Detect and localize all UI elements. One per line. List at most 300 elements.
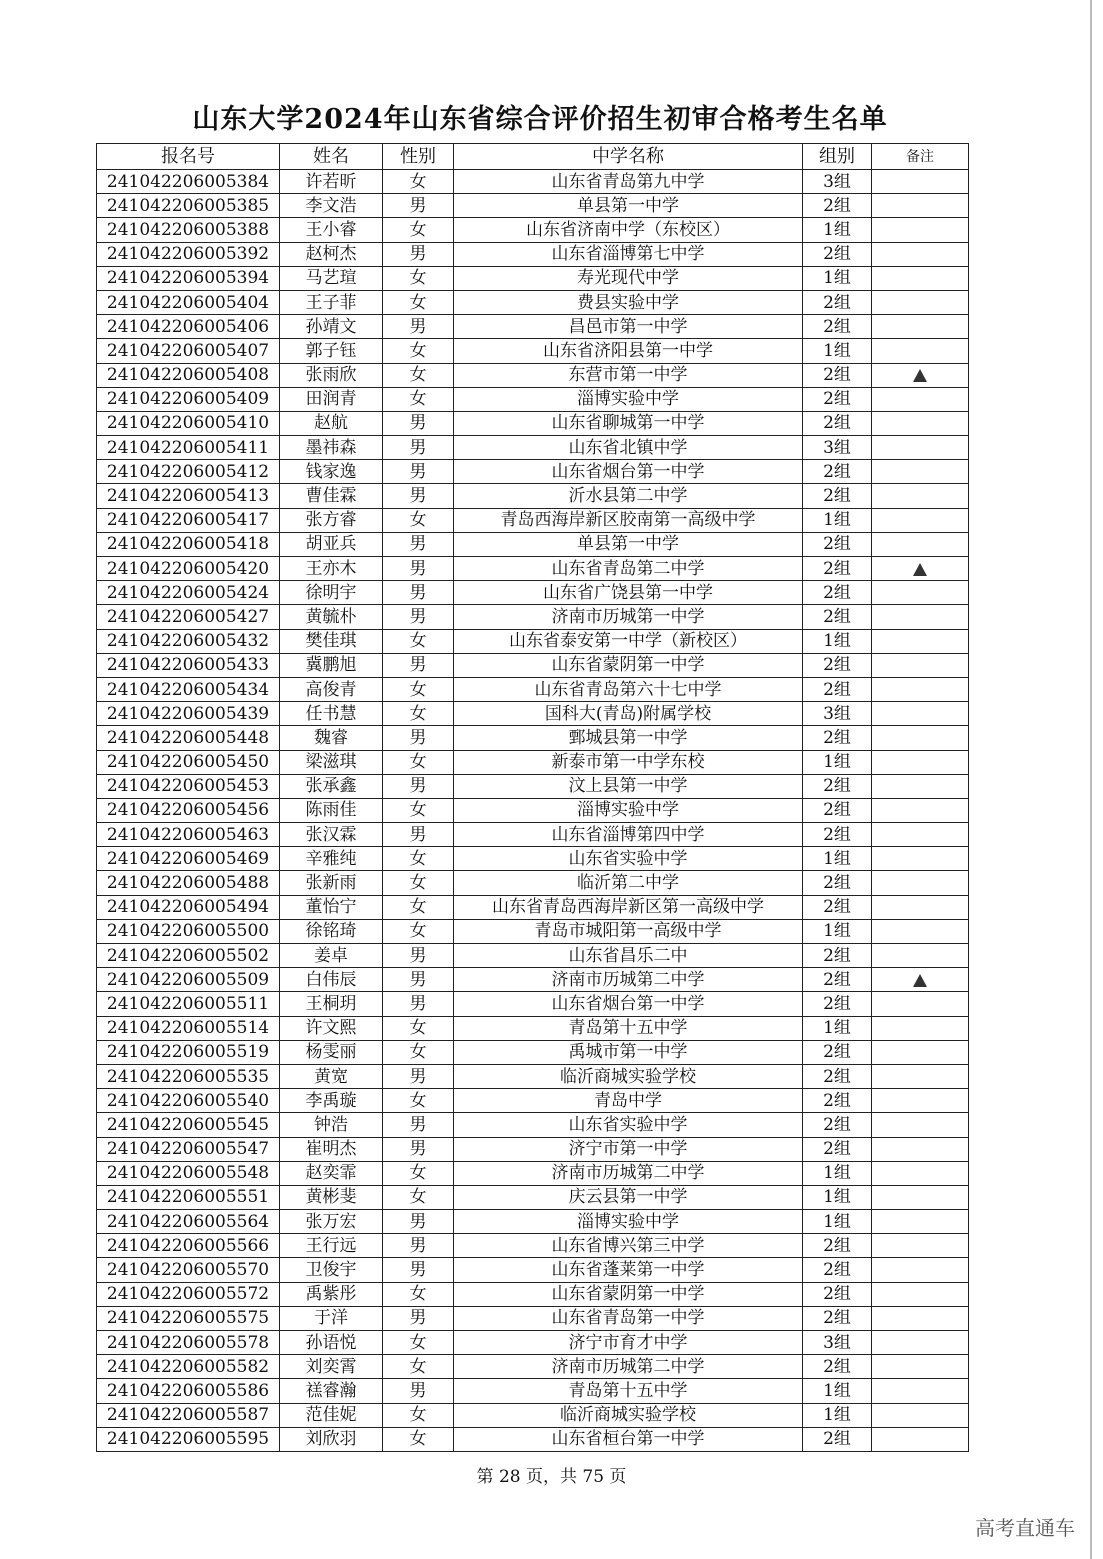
table-row xyxy=(97,653,969,677)
cell-school: 山东省广饶县第一中学 xyxy=(454,581,803,605)
cell-group: 2组 xyxy=(803,460,872,484)
candidate-table xyxy=(96,143,969,1452)
cell-note xyxy=(872,290,969,314)
table-row xyxy=(97,532,969,556)
triangle-mark-icon xyxy=(913,974,927,987)
cell-id: 241042206005413 xyxy=(97,484,280,508)
cell-name: 曹佳霖 xyxy=(280,484,383,508)
cell-school: 青岛西海岸新区胶南第一高级中学 xyxy=(454,508,803,532)
cell-note xyxy=(872,436,969,460)
table-row xyxy=(97,1234,969,1258)
cell-id: 241042206005410 xyxy=(97,411,280,435)
cell-name: 张新雨 xyxy=(280,871,383,895)
table-row xyxy=(97,605,969,629)
cell-gender: 女 xyxy=(383,919,454,943)
cell-gender: 女 xyxy=(383,218,454,242)
cell-gender: 女 xyxy=(383,508,454,532)
table-row xyxy=(97,363,969,387)
cell-id: 241042206005463 xyxy=(97,823,280,847)
triangle-mark-icon xyxy=(913,369,927,382)
cell-school: 山东省蓬莱第一中学 xyxy=(454,1258,803,1282)
cell-group: 2组 xyxy=(803,411,872,435)
cell-note xyxy=(872,726,969,750)
cell-note xyxy=(872,194,969,218)
cell-gender: 男 xyxy=(383,436,454,460)
cell-school: 临沂商城实验学校 xyxy=(454,1403,803,1427)
cell-note xyxy=(872,1016,969,1040)
cell-school: 临沂商城实验学校 xyxy=(454,1064,803,1088)
cell-group: 2组 xyxy=(803,1355,872,1379)
cell-gender: 男 xyxy=(383,484,454,508)
header-gender: 性别 xyxy=(383,144,454,170)
cell-school: 山东省青岛第一中学 xyxy=(454,1306,803,1330)
cell-name: 赵柯杰 xyxy=(280,242,383,266)
cell-name: 崔明杰 xyxy=(280,1137,383,1161)
cell-group: 3组 xyxy=(803,170,872,194)
table-row xyxy=(97,436,969,460)
cell-name: 梁滋琪 xyxy=(280,750,383,774)
cell-id: 241042206005432 xyxy=(97,629,280,653)
cell-school: 山东省烟台第一中学 xyxy=(454,992,803,1016)
table-row xyxy=(97,170,969,194)
cell-gender: 男 xyxy=(383,1379,454,1403)
cell-id: 241042206005392 xyxy=(97,242,280,266)
cell-note xyxy=(872,532,969,556)
cell-school: 汶上县第一中学 xyxy=(454,774,803,798)
cell-gender: 男 xyxy=(383,532,454,556)
cell-name: 孙语悦 xyxy=(280,1331,383,1355)
cell-name: 张方睿 xyxy=(280,508,383,532)
cell-id: 241042206005385 xyxy=(97,194,280,218)
cell-id: 241042206005411 xyxy=(97,436,280,460)
cell-id: 241042206005587 xyxy=(97,1403,280,1427)
cell-gender: 男 xyxy=(383,1258,454,1282)
cell-group: 1组 xyxy=(803,847,872,871)
cell-id: 241042206005420 xyxy=(97,557,280,581)
cell-group: 2组 xyxy=(803,895,872,919)
cell-group: 2组 xyxy=(803,726,872,750)
cell-name: 刘奕霄 xyxy=(280,1355,383,1379)
table-row xyxy=(97,290,969,314)
table-header-row xyxy=(97,144,969,170)
table-row xyxy=(97,992,969,1016)
cell-gender: 女 xyxy=(383,798,454,822)
cell-note xyxy=(872,1355,969,1379)
cell-school: 济南市历城第二中学 xyxy=(454,968,803,992)
cell-note xyxy=(872,484,969,508)
cell-school: 山东省博兴第三中学 xyxy=(454,1234,803,1258)
cell-gender: 男 xyxy=(383,411,454,435)
cell-id: 241042206005427 xyxy=(97,605,280,629)
cell-gender: 女 xyxy=(383,363,454,387)
cell-note xyxy=(872,460,969,484)
header-note: 备注 xyxy=(872,144,969,170)
cell-gender: 男 xyxy=(383,1137,454,1161)
cell-gender: 女 xyxy=(383,387,454,411)
cell-name: 张汉霖 xyxy=(280,823,383,847)
cell-name: 徐明宇 xyxy=(280,581,383,605)
cell-group: 2组 xyxy=(803,1282,872,1306)
cell-group: 2组 xyxy=(803,290,872,314)
cell-group: 2组 xyxy=(803,315,872,339)
cell-note xyxy=(872,1258,969,1282)
cell-id: 241042206005566 xyxy=(97,1234,280,1258)
cell-group: 2组 xyxy=(803,823,872,847)
table-row xyxy=(97,581,969,605)
cell-note xyxy=(872,895,969,919)
cell-school: 费县实验中学 xyxy=(454,290,803,314)
cell-id: 241042206005388 xyxy=(97,218,280,242)
cell-note xyxy=(872,1185,969,1209)
cell-note xyxy=(872,798,969,822)
cell-id: 241042206005409 xyxy=(97,387,280,411)
cell-school: 禹城市第一中学 xyxy=(454,1040,803,1064)
cell-note xyxy=(872,1282,969,1306)
cell-note xyxy=(872,218,969,242)
table-row xyxy=(97,798,969,822)
cell-group: 2组 xyxy=(803,1064,872,1088)
cell-group: 2组 xyxy=(803,532,872,556)
cell-name: 于洋 xyxy=(280,1306,383,1330)
table-row xyxy=(97,1185,969,1209)
cell-name: 赵航 xyxy=(280,411,383,435)
cell-note xyxy=(872,1113,969,1137)
triangle-mark-icon xyxy=(913,563,927,576)
cell-gender: 女 xyxy=(383,1185,454,1209)
cell-name: 黄宽 xyxy=(280,1064,383,1088)
cell-name: 李文浩 xyxy=(280,194,383,218)
table-row xyxy=(97,1113,969,1137)
table-row xyxy=(97,847,969,871)
cell-gender: 男 xyxy=(383,968,454,992)
cell-gender: 女 xyxy=(383,1089,454,1113)
cell-gender: 男 xyxy=(383,242,454,266)
cell-group: 2组 xyxy=(803,1234,872,1258)
cell-gender: 男 xyxy=(383,992,454,1016)
cell-group: 1组 xyxy=(803,1403,872,1427)
cell-gender: 女 xyxy=(383,1016,454,1040)
cell-school: 山东省蒙阴第一中学 xyxy=(454,653,803,677)
cell-note xyxy=(872,411,969,435)
cell-name: 墨祎森 xyxy=(280,436,383,460)
cell-gender: 男 xyxy=(383,557,454,581)
cell-name: 冀鹏旭 xyxy=(280,653,383,677)
cell-gender: 女 xyxy=(383,1355,454,1379)
cell-id: 241042206005412 xyxy=(97,460,280,484)
table-row xyxy=(97,677,969,701)
table-row xyxy=(97,1427,969,1451)
cell-note xyxy=(872,581,969,605)
cell-note xyxy=(872,871,969,895)
cell-id: 241042206005488 xyxy=(97,871,280,895)
cell-note xyxy=(872,508,969,532)
cell-id: 241042206005595 xyxy=(97,1427,280,1451)
cell-group: 1组 xyxy=(803,508,872,532)
cell-id: 241042206005578 xyxy=(97,1331,280,1355)
cell-group: 2组 xyxy=(803,871,872,895)
cell-school: 寿光现代中学 xyxy=(454,266,803,290)
cell-id: 241042206005575 xyxy=(97,1306,280,1330)
cell-school: 山东省青岛第六十七中学 xyxy=(454,677,803,701)
cell-gender: 女 xyxy=(383,339,454,363)
page-edge-line xyxy=(1090,0,1092,1559)
cell-school: 淄博实验中学 xyxy=(454,387,803,411)
cell-note xyxy=(872,653,969,677)
cell-id: 241042206005453 xyxy=(97,774,280,798)
cell-group: 3组 xyxy=(803,702,872,726)
header-id: 报名号 xyxy=(97,144,280,170)
cell-name: 许文熙 xyxy=(280,1016,383,1040)
cell-gender: 女 xyxy=(383,1331,454,1355)
cell-school: 山东省桓台第一中学 xyxy=(454,1427,803,1451)
cell-name: 黄毓朴 xyxy=(280,605,383,629)
cell-school: 临沂第二中学 xyxy=(454,871,803,895)
cell-school: 山东省蒙阴第一中学 xyxy=(454,1282,803,1306)
cell-name: 许若昕 xyxy=(280,170,383,194)
cell-group: 1组 xyxy=(803,629,872,653)
cell-note xyxy=(872,170,969,194)
cell-school: 新泰市第一中学东校 xyxy=(454,750,803,774)
cell-gender: 男 xyxy=(383,1113,454,1137)
cell-gender: 女 xyxy=(383,847,454,871)
cell-id: 241042206005469 xyxy=(97,847,280,871)
table-row xyxy=(97,774,969,798)
cell-note xyxy=(872,750,969,774)
cell-gender: 女 xyxy=(383,702,454,726)
header-group: 组别 xyxy=(803,144,872,170)
cell-gender: 女 xyxy=(383,629,454,653)
cell-school: 东营市第一中学 xyxy=(454,363,803,387)
cell-gender: 男 xyxy=(383,944,454,968)
cell-name: 刘欣羽 xyxy=(280,1427,383,1451)
cell-school: 山东省淄博第四中学 xyxy=(454,823,803,847)
cell-note xyxy=(872,629,969,653)
cell-school: 济南市历城第二中学 xyxy=(454,1355,803,1379)
cell-school: 青岛第十五中学 xyxy=(454,1379,803,1403)
table-row xyxy=(97,194,969,218)
table-row xyxy=(97,266,969,290)
cell-school: 淄博实验中学 xyxy=(454,1210,803,1234)
cell-gender: 男 xyxy=(383,194,454,218)
cell-id: 241042206005509 xyxy=(97,968,280,992)
cell-group: 2组 xyxy=(803,581,872,605)
cell-group: 2组 xyxy=(803,557,872,581)
cell-school: 青岛第十五中学 xyxy=(454,1016,803,1040)
cell-gender: 女 xyxy=(383,750,454,774)
cell-gender: 女 xyxy=(383,170,454,194)
cell-id: 241042206005572 xyxy=(97,1282,280,1306)
cell-id: 241042206005439 xyxy=(97,702,280,726)
cell-school: 山东省淄博第七中学 xyxy=(454,242,803,266)
cell-note xyxy=(872,363,969,387)
cell-id: 241042206005434 xyxy=(97,677,280,701)
cell-note xyxy=(872,1161,969,1185)
cell-name: 张承鑫 xyxy=(280,774,383,798)
cell-gender: 男 xyxy=(383,1210,454,1234)
cell-id: 241042206005547 xyxy=(97,1137,280,1161)
cell-id: 241042206005394 xyxy=(97,266,280,290)
cell-id: 241042206005448 xyxy=(97,726,280,750)
table-row xyxy=(97,1210,969,1234)
cell-id: 241042206005519 xyxy=(97,1040,280,1064)
cell-note xyxy=(872,1137,969,1161)
cell-name: 王亦木 xyxy=(280,557,383,581)
cell-group: 2组 xyxy=(803,653,872,677)
cell-note xyxy=(872,919,969,943)
cell-note xyxy=(872,242,969,266)
table-row xyxy=(97,919,969,943)
cell-name: 黄彬斐 xyxy=(280,1185,383,1209)
cell-id: 241042206005502 xyxy=(97,944,280,968)
table-row xyxy=(97,823,969,847)
table-row xyxy=(97,1282,969,1306)
page-number: 第 28 页，共 75 页 xyxy=(476,1467,627,1487)
table-row xyxy=(97,944,969,968)
cell-note xyxy=(872,774,969,798)
cell-gender: 男 xyxy=(383,460,454,484)
cell-group: 2组 xyxy=(803,1040,872,1064)
cell-school: 山东省青岛第九中学 xyxy=(454,170,803,194)
cell-school: 淄博实验中学 xyxy=(454,798,803,822)
cell-id: 241042206005408 xyxy=(97,363,280,387)
table-row xyxy=(97,242,969,266)
cell-gender: 女 xyxy=(383,1161,454,1185)
table-row xyxy=(97,726,969,750)
cell-id: 241042206005433 xyxy=(97,653,280,677)
cell-name: 白伟辰 xyxy=(280,968,383,992)
cell-id: 241042206005417 xyxy=(97,508,280,532)
cell-id: 241042206005564 xyxy=(97,1210,280,1234)
table-row xyxy=(97,750,969,774)
cell-id: 241042206005456 xyxy=(97,798,280,822)
cell-group: 2组 xyxy=(803,992,872,1016)
cell-note xyxy=(872,847,969,871)
cell-school: 山东省聊城第一中学 xyxy=(454,411,803,435)
cell-note xyxy=(872,992,969,1016)
cell-note xyxy=(872,1306,969,1330)
cell-id: 241042206005500 xyxy=(97,919,280,943)
cell-id: 241042206005570 xyxy=(97,1258,280,1282)
table-row xyxy=(97,1306,969,1330)
cell-id: 241042206005548 xyxy=(97,1161,280,1185)
cell-group: 2组 xyxy=(803,1089,872,1113)
cell-gender: 女 xyxy=(383,1427,454,1451)
cell-group: 2组 xyxy=(803,387,872,411)
cell-school: 济南市历城第一中学 xyxy=(454,605,803,629)
cell-id: 241042206005384 xyxy=(97,170,280,194)
table-row xyxy=(97,1379,969,1403)
cell-name: 胡亚兵 xyxy=(280,532,383,556)
table-row xyxy=(97,1137,969,1161)
cell-gender: 女 xyxy=(383,290,454,314)
cell-school: 山东省实验中学 xyxy=(454,1113,803,1137)
cell-name: 王行远 xyxy=(280,1234,383,1258)
cell-id: 241042206005494 xyxy=(97,895,280,919)
cell-name: 赵奕霏 xyxy=(280,1161,383,1185)
cell-note xyxy=(872,1234,969,1258)
cell-gender: 男 xyxy=(383,774,454,798)
cell-group: 2组 xyxy=(803,242,872,266)
cell-note xyxy=(872,605,969,629)
cell-gender: 男 xyxy=(383,605,454,629)
cell-group: 3组 xyxy=(803,1331,872,1355)
cell-note xyxy=(872,1379,969,1403)
cell-id: 241042206005511 xyxy=(97,992,280,1016)
cell-id: 241042206005418 xyxy=(97,532,280,556)
cell-group: 2组 xyxy=(803,1258,872,1282)
header-name: 姓名 xyxy=(280,144,383,170)
cell-note xyxy=(872,677,969,701)
cell-note xyxy=(872,557,969,581)
cell-school: 山东省烟台第一中学 xyxy=(454,460,803,484)
cell-note xyxy=(872,1403,969,1427)
cell-name: 高俊青 xyxy=(280,677,383,701)
table-row xyxy=(97,1064,969,1088)
cell-school: 青岛中学 xyxy=(454,1089,803,1113)
table-row xyxy=(97,629,969,653)
cell-note xyxy=(872,1427,969,1451)
cell-name: 王桐玥 xyxy=(280,992,383,1016)
cell-school: 山东省实验中学 xyxy=(454,847,803,871)
cell-note xyxy=(872,315,969,339)
cell-school: 山东省泰安第一中学（新校区） xyxy=(454,629,803,653)
cell-group: 1组 xyxy=(803,266,872,290)
document-title: 山东大学2024年山东省综合评价招生初审合格考生名单 xyxy=(192,104,888,135)
cell-note xyxy=(872,944,969,968)
cell-name: 徐铭琦 xyxy=(280,919,383,943)
cell-group: 1组 xyxy=(803,750,872,774)
table-row xyxy=(97,1355,969,1379)
cell-id: 241042206005535 xyxy=(97,1064,280,1088)
cell-gender: 女 xyxy=(383,1282,454,1306)
cell-school: 济南市历城第二中学 xyxy=(454,1161,803,1185)
cell-name: 卫俊宇 xyxy=(280,1258,383,1282)
cell-name: 樊佳琪 xyxy=(280,629,383,653)
cell-note xyxy=(872,968,969,992)
cell-school: 山东省济南中学（东校区） xyxy=(454,218,803,242)
cell-name: 董怡宁 xyxy=(280,895,383,919)
cell-school: 昌邑市第一中学 xyxy=(454,315,803,339)
cell-group: 1组 xyxy=(803,1185,872,1209)
cell-name: 张雨欣 xyxy=(280,363,383,387)
cell-group: 2组 xyxy=(803,1113,872,1137)
cell-name: 范佳妮 xyxy=(280,1403,383,1427)
cell-note xyxy=(872,1040,969,1064)
cell-group: 2组 xyxy=(803,944,872,968)
cell-name: 王子菲 xyxy=(280,290,383,314)
cell-gender: 男 xyxy=(383,315,454,339)
cell-name: 钱家逸 xyxy=(280,460,383,484)
table-row xyxy=(97,1258,969,1282)
cell-name: 禚睿瀚 xyxy=(280,1379,383,1403)
table-row xyxy=(97,315,969,339)
cell-id: 241042206005545 xyxy=(97,1113,280,1137)
table-row xyxy=(97,460,969,484)
cell-group: 1组 xyxy=(803,1379,872,1403)
cell-id: 241042206005514 xyxy=(97,1016,280,1040)
cell-group: 1组 xyxy=(803,1016,872,1040)
cell-name: 陈雨佳 xyxy=(280,798,383,822)
cell-note xyxy=(872,339,969,363)
cell-gender: 男 xyxy=(383,581,454,605)
table-row xyxy=(97,895,969,919)
cell-group: 2组 xyxy=(803,194,872,218)
table-row xyxy=(97,339,969,363)
cell-group: 2组 xyxy=(803,363,872,387)
watermark-text: 高考直通车 xyxy=(975,1516,1075,1540)
cell-group: 2组 xyxy=(803,1306,872,1330)
cell-id: 241042206005424 xyxy=(97,581,280,605)
